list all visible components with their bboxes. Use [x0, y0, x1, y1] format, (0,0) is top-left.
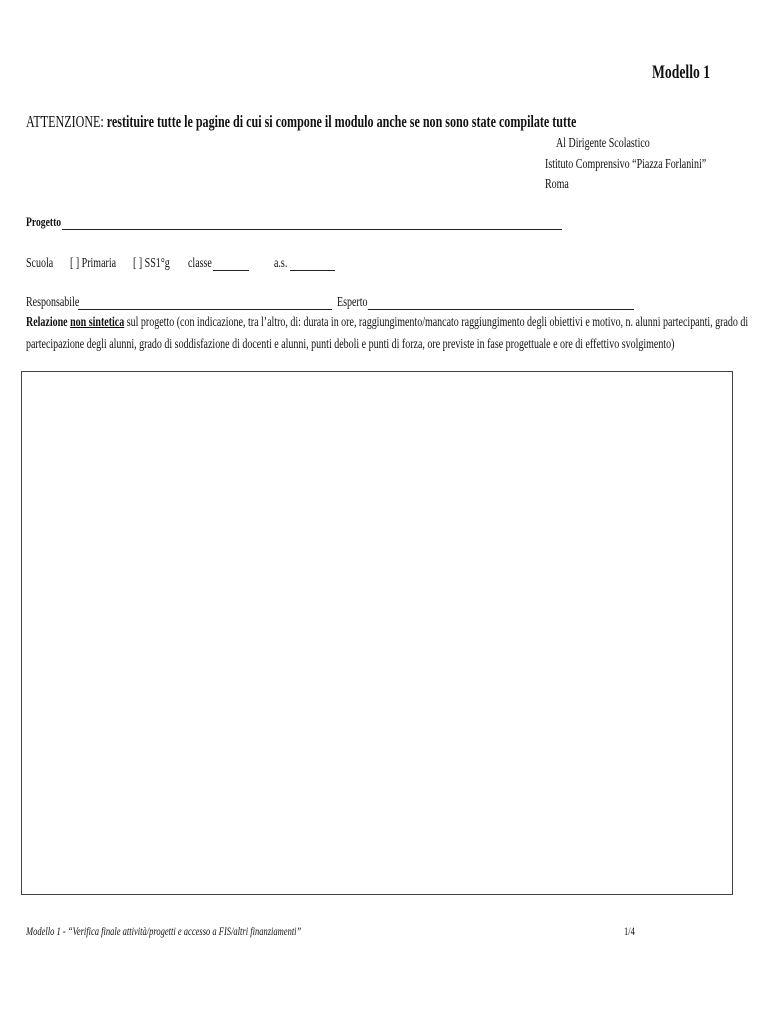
progetto-field[interactable]: [62, 229, 562, 230]
classe-field[interactable]: [213, 270, 249, 271]
progetto-label: [26, 214, 73, 230]
primaria-option-text: [ ] Primaria: [70, 255, 117, 270]
ss1g-option-text: [ ] SS1°g: [133, 255, 170, 270]
relazione-instructions-line-1: [26, 314, 770, 330]
esperto-label: [337, 294, 378, 310]
model-label-text: Modello 1: [652, 62, 711, 83]
ss1g-checkbox[interactable]: [133, 255, 183, 271]
anno-scolastico-label: [274, 255, 292, 271]
responsabile-label: [26, 294, 98, 310]
progetto-label-text: Progetto: [26, 214, 62, 229]
classe-label-text: classe: [188, 255, 212, 270]
relazione-emphasis: non sintetica: [70, 314, 125, 329]
esperto-label-text: Esperto: [337, 294, 368, 309]
addressee-line-1: [556, 135, 683, 151]
warning-text: restituire tutte le pagine di cui si compone il modulo anche se non sono state compilate tutte: [103, 112, 577, 131]
warning-notice: [26, 112, 770, 132]
relazione-text-area[interactable]: [21, 371, 733, 895]
model-label: [652, 62, 733, 84]
anno-scolastico-field[interactable]: [290, 270, 335, 271]
responsabile-label-text: Responsabile: [26, 294, 80, 309]
warning-lead: ATTENZIONE:: [26, 112, 104, 131]
addressee-line-2: [545, 156, 763, 172]
primaria-checkbox[interactable]: [70, 255, 132, 271]
esperto-field[interactable]: [368, 309, 634, 310]
addressee-line-1-text: Al Dirigente Scolastico: [556, 135, 650, 150]
addressee-line-3-text: Roma: [545, 176, 569, 191]
relazione-label: Relazione: [26, 314, 68, 329]
relazione-line-1-rest: sul progetto (con indicazione, tra l’altro, di: durata in ore, raggiungimento/mancato raggiungimento degli obiettivi e motivo, n. alunni partecipanti, grado di: [124, 314, 749, 329]
footer-text: [26, 926, 398, 938]
relazione-instructions-line-2: [26, 336, 770, 352]
page-number-text: 1/4: [624, 926, 635, 938]
anno-scolastico-label-text: a.s.: [274, 255, 288, 270]
footer-text-content: Modello 1 - “Verifica finale attività/progetti e accesso a FIS/altri finanziamenti”: [26, 926, 302, 938]
scuola-label-text: Scuola: [26, 255, 54, 270]
responsabile-field[interactable]: [78, 309, 332, 310]
scuola-label: [26, 255, 63, 271]
page-number: [624, 926, 639, 938]
addressee-line-3: [545, 176, 577, 192]
addressee-line-2-text: Istituto Comprensivo “Piazza Forlanini”: [545, 156, 707, 171]
relazione-line-2-text: partecipazione degli alunni, grado di soddisfazione di docenti e alunni, punti deboli e punti di forza, ore previste in fase progettuale e ore di effettivo svolgimento): [26, 336, 675, 351]
classe-label: [188, 255, 220, 271]
